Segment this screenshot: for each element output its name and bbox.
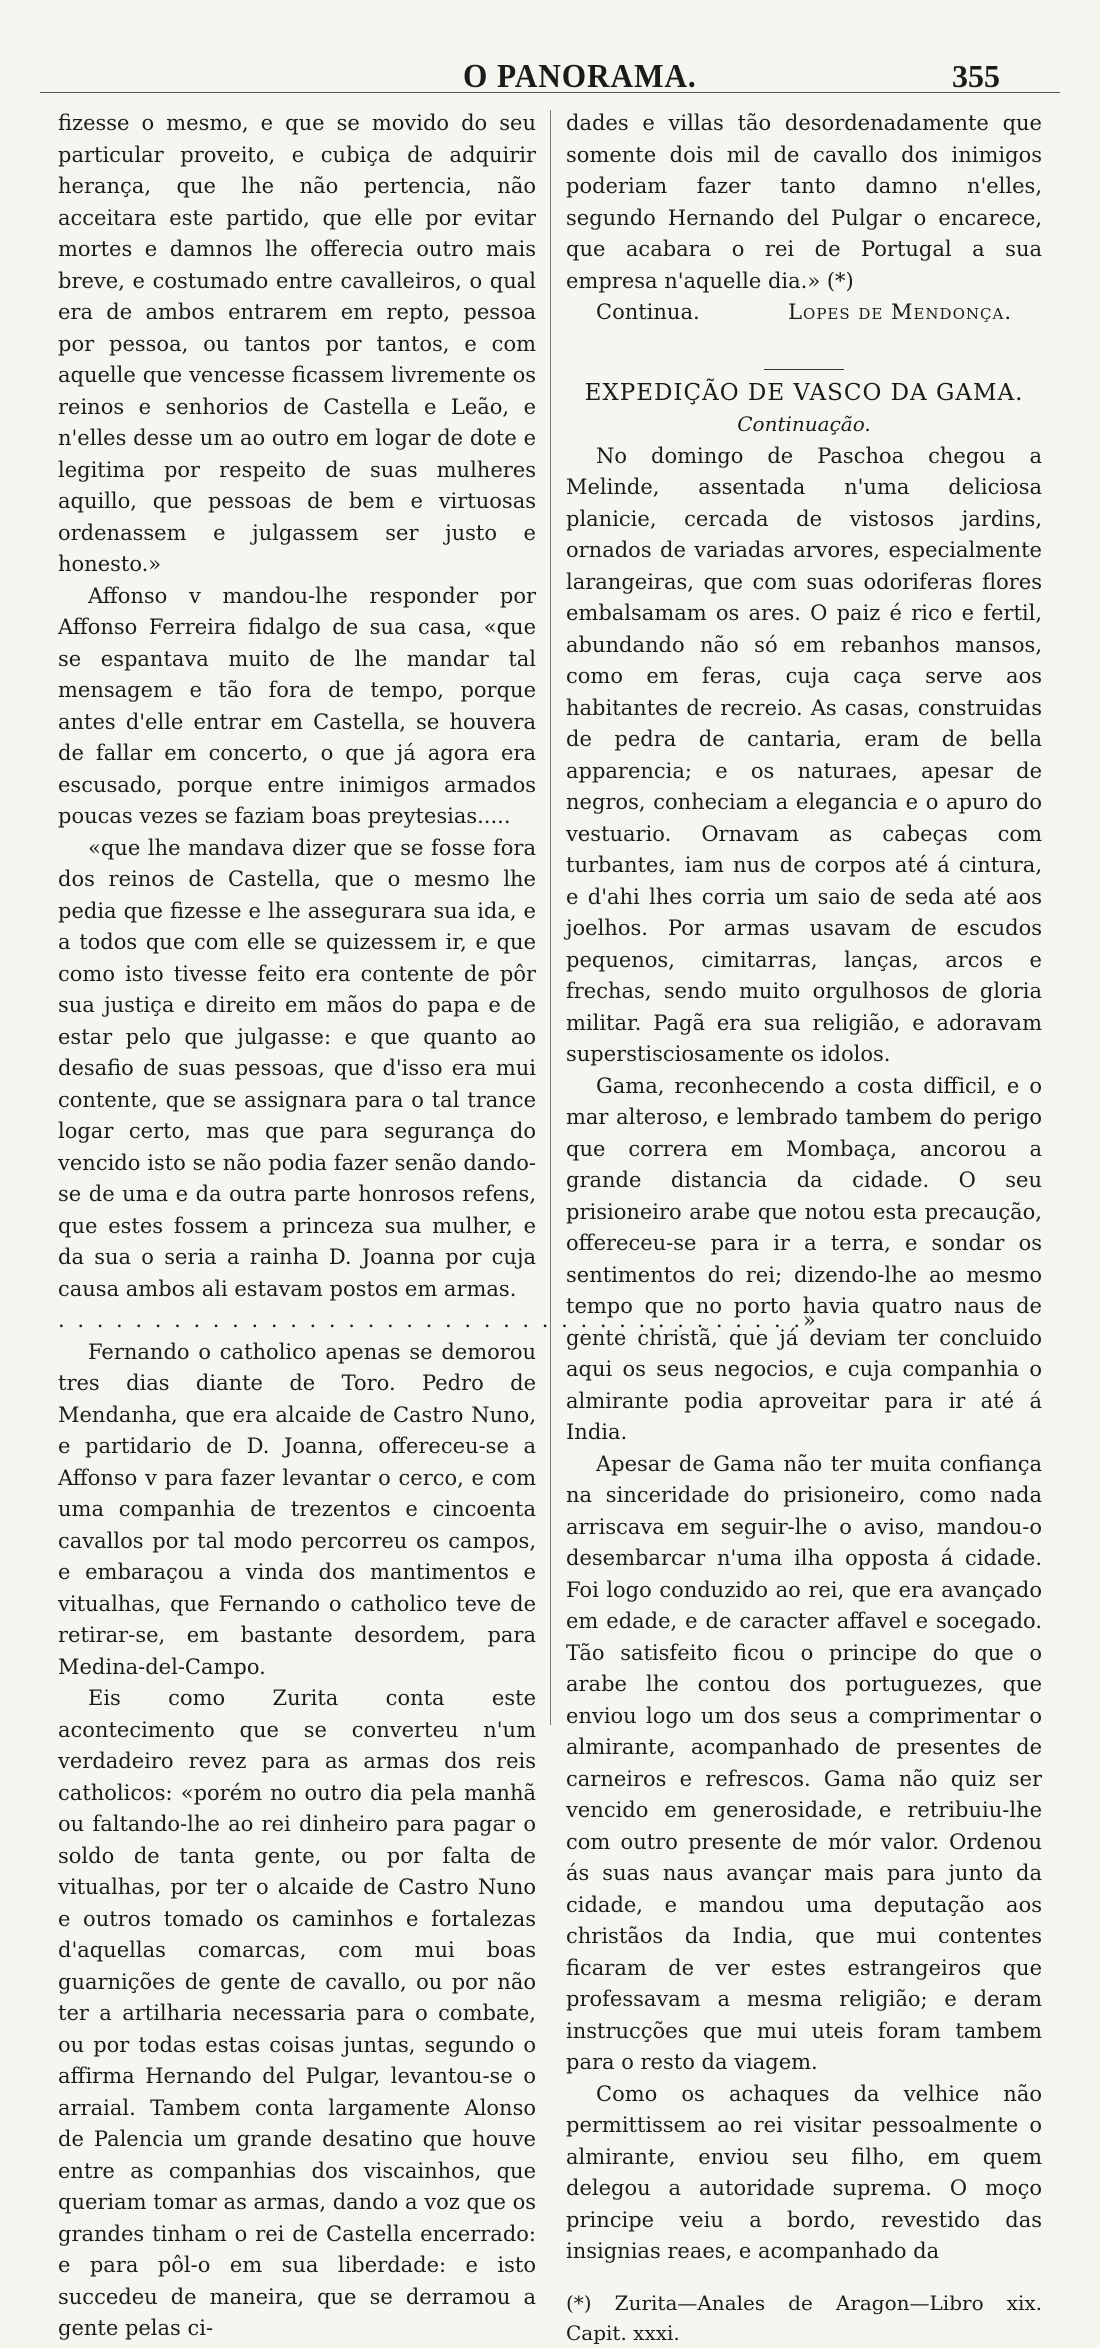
section-separator <box>764 369 844 370</box>
author-name: Lopes de Mendonça. <box>788 300 1012 324</box>
continua-label: Continua. <box>596 300 700 324</box>
article-signature <box>566 297 1042 329</box>
section-subtitle: Continuação. <box>737 412 871 436</box>
left-paragraph-5: Eis como Zurita conta este acontecimento que se converteu n'um verdadeiro revez para as armas dos reis catholicos: «porém no outro dia pela manhã ou faltando-lhe ao rei dinheiro para pagar o soldo de tanta gente, ou por falta de vitualhas, por ter o alcaide de Castro Nuno e outros tomado os caminhos e fortalezas d'aquellas comarcas, com mui boas guarnições de gente de cavallo, ou por não ter a artilharia necessaria para o combate, ou por todas estas coisas juntas, segundo o affirma Hernando del Pulgar, levantou-se o arraial. Tambem conta largamente Alonso de Palencia um grande desatino que houve entre as companhias dos viscainhos, que queriam tomar as armas, dando a voz que os grandes tinham o rei de Castella encerrado: e para pôl-o em sua liberdade: e isto succedeu de maneira, que se derramou a gente pelas ci- <box>58 1686 536 2340</box>
left-paragraph-1: fizesse o mesmo, e que se movido do seu particular proveito, e cubiça de adquirir herança, que lhe não pertencia, não acceitara este partido, que elle por evitar mortes e damnos lhe offerecia outro mais breve, e costumado entre cavalleiros, o qual era de ambos entrarem em repto, pessoa por pessoa, ou tantos por tantos, e com aquelle que vencesse ficassem livremente os reinos e senhorios de Castella e Leão, e n'elles desse um ao outro em logar de dote e legitima por respeito de suas mulheres aquillo, que pessoas de bem e virtuosas ordenassem e julgassem ser justo e honesto.» <box>58 111 536 576</box>
page-number: 355 <box>952 58 1000 94</box>
column-divider <box>550 110 551 1725</box>
journal-title: O PANORAMA. <box>463 58 697 95</box>
right-paragraph-3: Apesar de Gama não ter muita confiança na sinceridade do prisioneiro, como nada arriscava em seguir-lhe o aviso, mandou-o desembarcar n'uma ilha opposta á cidade. Foi logo conduzido ao rei, que era avançado em edade, e de caracter affavel e socegado. Tão satisfeito ficou o principe do que o arabe lhe contou dos portuguezes, que enviou logo um dos seus a comprimentar o almirante, acompanhado de presentes de carneiros e refrescos. Gama não quiz ser vencido em generosidade, e retribuiu-lhe com outro presente de mór valor. Ordenou ás suas naus avançar mais para junto da cidade, e mandou uma deputação aos christãos da India, que mui contentes ficaram de ver estes estrangeiros que professavam a mesma religião; e deram instrucções que mui uteis foram tambem para o resto da viagem. <box>566 1451 1042 2074</box>
right-paragraph-1: No domingo de Paschoa chegou a Melinde, assentada n'uma deliciosa planicie, cercada de vistosos jardins, ornados de variadas arvores, especialmente larangeiras, que com suas odoriferas flores embalsamam os ares. O paiz é rico e fertil, abundando não só em rebanhos mansos, como em feras, cuja caça serve aos habitantes de recreio. As casas, construidas de pedra de cantaria, eram de bella apparencia; e os naturaes, apesar de negros, conheciam a elegancia e o apuro do vestuario. Ornavam as cabeças com turbantes, iam nus de corpos até á cintura, e d'ahi lhes corria um saio de seda até aos joelhos. Por armas usavam de escudos pequenos, cimitarras, lanças, arcos e frechas, sendo muito orgulhosos de gloria militar. Pagã era sua religião, e adoravam superstisciosamente os idolos. <box>566 443 1042 1066</box>
right-paragraph-4: Como os achaques da velhice não permittissem ao rei visitar pessoalmente o almirante, enviou seu filho, em quem delegou a autoridade suprema. O moço principe veiu a bordo, revestido das insignias reaes, e acompanhado da <box>566 2081 1042 2263</box>
page-header <box>0 40 1100 95</box>
ellipsis-line: . . . . . . . . . . . . . . . . . . . . . . . . . . . . . . . . . . . . . . .» <box>58 1308 819 1332</box>
footnote: (*) Zurita—Anales de Aragon—Libro xix. Capit. xxxi. <box>566 2290 1042 2345</box>
right-column <box>566 108 1042 2348</box>
right-continuation: dades e villas tão desordenadamente que somente dois mil de cavallo dos inimigos poderiam fazer tanto damno n'elles, segundo Hernando del Pulgar o encarece, que acabara o rei de Portugal a sua empresa n'aquelle dia.» (*) <box>566 111 1042 293</box>
header-rule <box>40 92 1060 93</box>
right-paragraph-2: Gama, reconhecendo a costa difficil, e o mar alteroso, e lembrado tambem do perigo que correra em Mombaça, ancorou a grande distancia da cidade. O seu prisioneiro arabe que notou esta precaução, offereceu-se para ir a terra, e sondar os sentimentos do rei; dizendo-lhe ao mesmo tempo que no porto havia quatro naus de gente christã, que já deviam ter concluido aqui os seus negocios, e cuja companhia o almirante podia aproveitar para ir até á India. <box>566 1073 1042 1444</box>
left-paragraph-2: Affonso v mandou-lhe responder por Affonso Ferreira fidalgo de sua casa, «que se espantava muito de lhe mandar tal mensagem e tão fora de tempo, porque antes d'elle entrar em Castella, se houvera de fallar em concerto, o que já agora era escusado, porque entre inimigos armados poucas vezes se faziam boas preytesias..... <box>58 583 536 828</box>
section-title: EXPEDIÇÃO DE VASCO DA GAMA. <box>584 379 1024 406</box>
left-paragraph-4: Fernando o catholico apenas se demorou tres dias diante de Toro. Pedro de Mendanha, que era alcaide de Castro Nuno, e partidario de D. Joanna, offereceu-se a Affonso v para fazer levantar o cerco, e com uma companhia de trezentos e cincoenta cavallos por tal modo percorreu os campos, e embaraçou a vinda dos mantimentos e vitualhas, que Fernando o catholico teve de retirar-se, em bastante desordem, para Medina-del-Campo. <box>58 1339 536 1679</box>
left-paragraph-3: «que lhe mandava dizer que se fosse fora dos reinos de Castella, que o mesmo lhe pedia que fizesse e lhe assegurara sua ida, e a todos que com elle se quizessem ir, e que como isto tivesse feito era contente de pôr sua justiça e direito em mãos do papa e de estar pelo que julgasse: e que quanto ao desafio de suas pessoas, que d'isso era mui contente, que se assignara para o tal trance logar certo, mas que para segurança do vencido isto se não podia fazer senão dando-se de uma e da outra parte honrosos refens, que estes fossem a princeza sua mulher, e da sua o seria a rainha D. Joanna por cuja causa ambos ali estavam postos em armas. <box>58 835 536 1301</box>
